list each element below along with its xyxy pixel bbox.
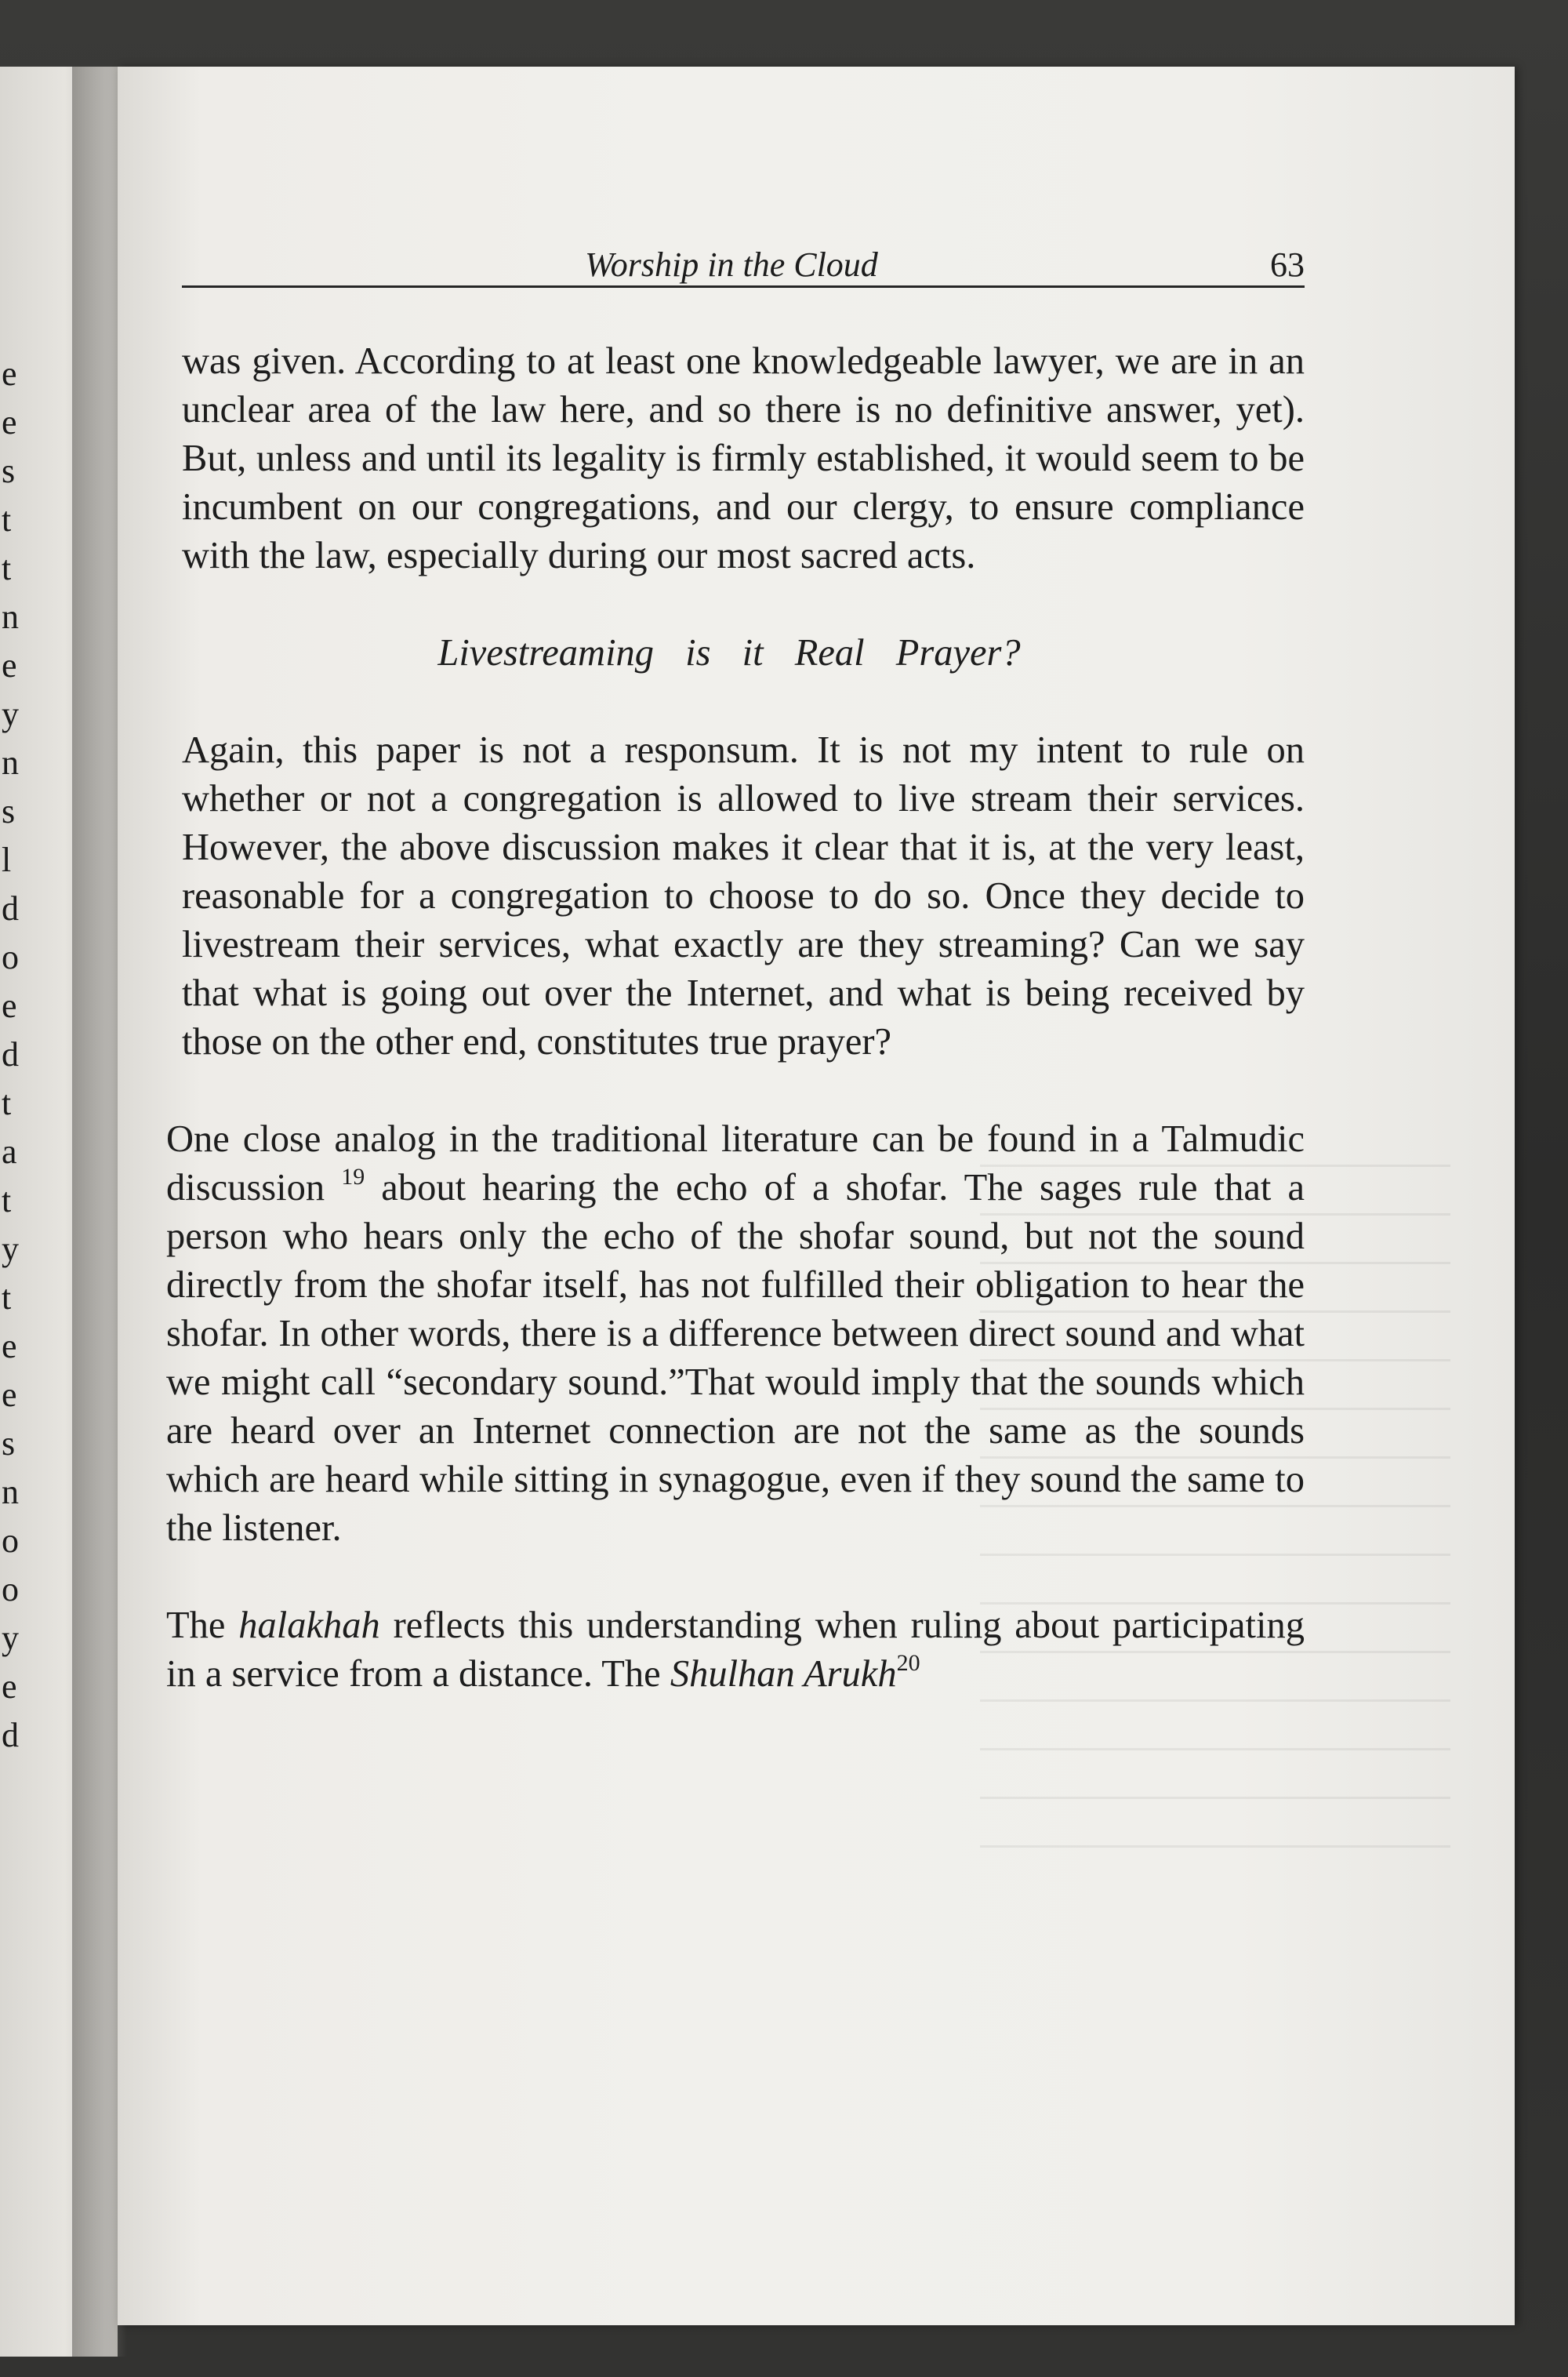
term-shulhan-arukh: Shulhan Arukh (670, 1653, 897, 1695)
footnote-marker-19: 19 (341, 1164, 365, 1190)
paragraph-4-text-a: The (166, 1605, 226, 1646)
left-page-glyph: s (2, 1424, 16, 1463)
left-page-glyph: n (2, 1473, 19, 1511)
left-page-glyph: t (2, 1181, 12, 1219)
left-page-glyph: o (2, 938, 19, 976)
left-page-glyph: s (2, 452, 16, 490)
left-page-glyph: n (2, 743, 19, 782)
section-heading: Livestreaming is it Real Prayer? (437, 632, 1021, 674)
left-page-glyph: e (2, 1376, 17, 1414)
left-page-glyph: t (2, 549, 12, 587)
left-page-glyph: y (2, 695, 19, 733)
left-page-glyph: t (2, 1084, 12, 1122)
left-page-glyph: d (2, 1716, 19, 1754)
left-page-glyph: e (2, 354, 17, 393)
paragraph-4-text-b: reflects this understanding when ruling about participating in a service from a distance. The (166, 1605, 1305, 1695)
running-header (182, 245, 1305, 285)
left-page-glyph: l (2, 841, 12, 879)
left-page-glyph: e (2, 1327, 17, 1365)
left-page-glyph: t (2, 500, 12, 539)
left-page-glyph: e (2, 646, 17, 685)
running-title: Worship in the Cloud (585, 245, 878, 284)
left-page-glyph: e (2, 987, 17, 1025)
left-page-glyph: s (2, 792, 16, 830)
paragraph-4 (166, 1601, 1305, 1699)
page-number: 63 (1270, 245, 1305, 284)
paragraph-3-text-a: One close analog in the traditional literature can be found in a Talmudic discussion (166, 1118, 1305, 1208)
paragraph-3 (166, 1115, 1305, 1553)
paragraph-1: was given. According to at least one knowledgeable lawyer, we are in an unclear area of the law here, and so there is no definitive answer, yet). But, unless and until its legality is firmly established, it would seem to be incumbent on our congregations, and our clergy, to ensure compliance with the law, especially during our most sacred acts. (182, 340, 1305, 576)
left-page-glyph: o (2, 1570, 19, 1608)
left-page-glyph: d (2, 1035, 19, 1074)
left-page-glyph: d (2, 889, 19, 928)
term-halakhah: halakhah (238, 1605, 380, 1646)
left-page-glyph: a (2, 1132, 17, 1171)
footnote-marker-20: 20 (896, 1650, 920, 1676)
left-page-glyph: e (2, 403, 17, 442)
paragraph-3-text-b: about hearing the echo of a shofar. The sages rule that a person who hears only the echo of the shofar sound, but not the sound directly from the shofar itself, has not fulfilled their obligation to hear the shofar. In other words, there is a difference between direct sound and what we might call “secondary sound.”That would imply that the sounds which are heard over an Internet connection are not the same as the sounds which are heard while sitting in synagogue, even if they sound the same to the listener. (166, 1167, 1305, 1549)
header-rule (182, 285, 1305, 288)
left-page-glyph: e (2, 1667, 17, 1706)
left-page-glyph: o (2, 1521, 19, 1560)
paragraph-2: Again, this paper is not a responsum. It is not my intent to rule on whether or not a congregation is allowed to live stream their services. However, the above discussion makes it clear that it is, at the very least, reasonable for a congregation to choose to do so. Once they decide to livestream their services, what exactly are they streaming? Can we say that what is going out over the Internet, and what is being received by those on the other end, constitutes true prayer? (182, 729, 1305, 1063)
page-body (166, 337, 1305, 1747)
left-page-glyph: t (2, 1278, 12, 1317)
left-page-glyph: y (2, 1230, 19, 1268)
left-page-glyph: y (2, 1619, 19, 1657)
left-page-glyph: n (2, 598, 19, 636)
